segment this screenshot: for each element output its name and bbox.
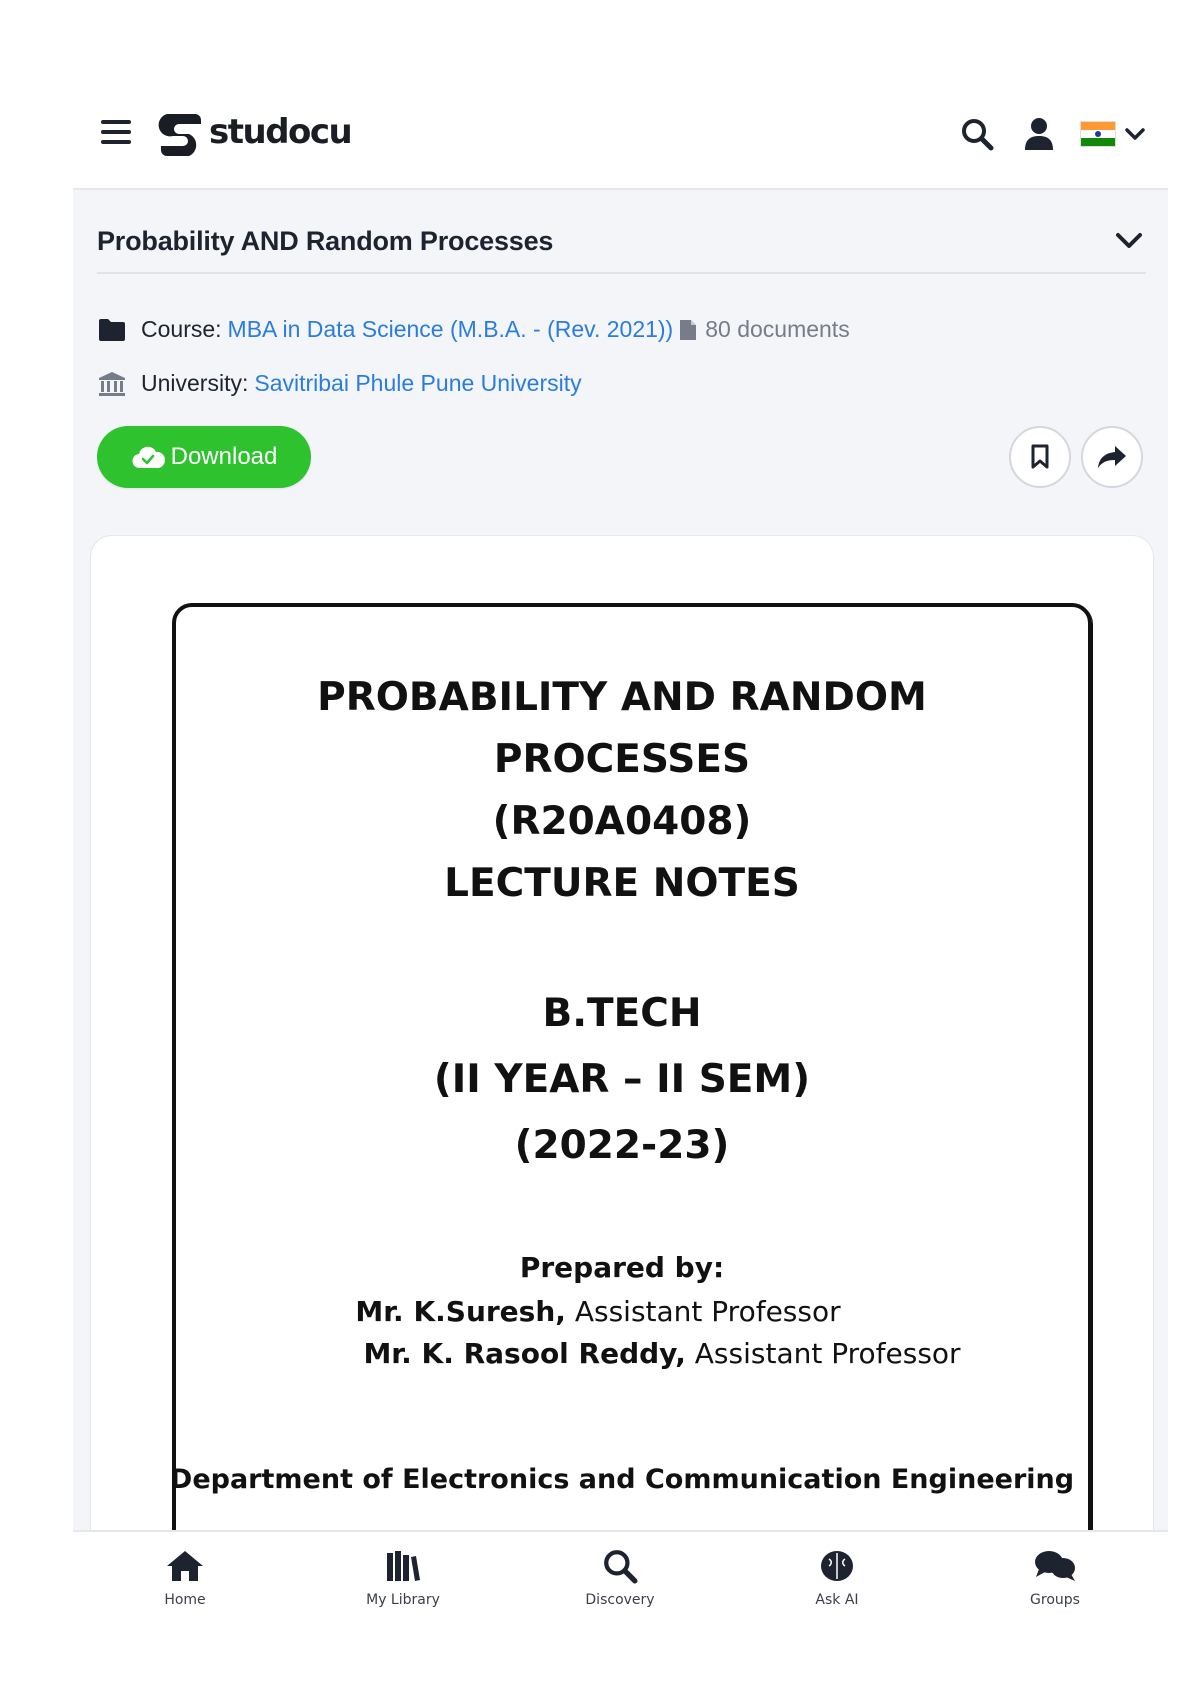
- folder-icon: [97, 317, 127, 343]
- department: [91, 1458, 1153, 1502]
- user-icon: [1023, 117, 1055, 151]
- document-title-row[interactable]: [97, 226, 1146, 274]
- course-link[interactable]: MBA in Data Science (M.B.A. - (Rev. 2021)): [227, 316, 674, 342]
- author-1-name: Mr. K.Suresh,: [355, 1295, 566, 1328]
- nav-groups[interactable]: [985, 1546, 1125, 1608]
- bookmark-icon: [1030, 444, 1050, 470]
- country-selector[interactable]: [1080, 121, 1146, 147]
- share-icon: [1097, 444, 1127, 470]
- search-icon: [602, 1548, 638, 1584]
- menu-icon[interactable]: [101, 118, 133, 146]
- prepared-by-label: Prepared by:: [519, 1251, 725, 1284]
- search-icon: [960, 117, 994, 151]
- doc-year-sem: (II YEAR – II SEM): [433, 1057, 811, 1102]
- documents-count-text: 80 documents: [705, 316, 850, 342]
- nav-my-library-label: My Library: [366, 1592, 440, 1608]
- university-link[interactable]: Savitribai Phule Pune University: [254, 370, 582, 396]
- author-1-role: Assistant Professor: [574, 1295, 841, 1328]
- nav-ask-ai[interactable]: [767, 1546, 907, 1608]
- nav-home[interactable]: [115, 1546, 255, 1608]
- course-label: Course:: [141, 316, 222, 342]
- nav-home-label: Home: [164, 1592, 206, 1608]
- share-button[interactable]: [1081, 426, 1143, 488]
- nav-discovery[interactable]: [550, 1546, 690, 1608]
- nav-groups-label: Groups: [1030, 1592, 1080, 1608]
- top-bar: [73, 88, 1168, 190]
- doc-title-line-2: PROCESSES: [493, 737, 751, 782]
- account-button[interactable]: [1016, 112, 1062, 156]
- nav-discovery-label: Discovery: [585, 1592, 655, 1608]
- document-title: Probability AND Random Processes: [97, 226, 554, 256]
- nav-ask-ai-label: Ask AI: [815, 1592, 859, 1608]
- author-2: [131, 1332, 1154, 1376]
- search-button[interactable]: [954, 112, 1000, 156]
- header-actions: [938, 112, 1146, 156]
- cloud-download-icon: [131, 445, 165, 469]
- doc-title-line-1: PROBABILITY AND RANDOM: [317, 675, 927, 720]
- university-icon: [97, 371, 127, 397]
- chevron-down-icon[interactable]: [1112, 226, 1146, 256]
- download-button[interactable]: [97, 426, 311, 488]
- university-label: University:: [141, 370, 249, 396]
- home-icon: [165, 1549, 205, 1583]
- prepared-by: [91, 1246, 1153, 1290]
- brain-icon: [819, 1549, 855, 1583]
- doc-lecture-notes: LECTURE NOTES: [444, 861, 800, 906]
- course-row: [97, 316, 850, 343]
- university-row: [97, 370, 582, 397]
- doc-degree: B.TECH: [542, 991, 702, 1036]
- author-1: [90, 1290, 1129, 1334]
- logo-text: studocu: [209, 112, 352, 152]
- studocu-logo-icon: [157, 108, 205, 156]
- author-2-role: Assistant Professor: [694, 1337, 961, 1370]
- nav-my-library[interactable]: [333, 1546, 473, 1608]
- bottom-navigation: [73, 1530, 1168, 1652]
- author-2-name: Mr. K. Rasool Reddy,: [363, 1337, 686, 1370]
- document-icon: [679, 319, 697, 341]
- chat-icon: [1033, 1549, 1077, 1583]
- documents-count[interactable]: [679, 316, 849, 343]
- library-icon: [385, 1549, 421, 1583]
- download-label: Download: [170, 443, 278, 470]
- india-flag-icon: [1080, 121, 1116, 147]
- doc-course-code: (R20A0408): [492, 799, 752, 844]
- doc-academic-year: (2022-23): [514, 1123, 730, 1168]
- studocu-logo[interactable]: [157, 104, 351, 160]
- chevron-down-icon: [1124, 126, 1146, 142]
- document-viewer[interactable]: [90, 535, 1154, 1532]
- department-name: Department of Electronics and Communication Engineering: [169, 1464, 1075, 1495]
- save-button[interactable]: [1009, 426, 1071, 488]
